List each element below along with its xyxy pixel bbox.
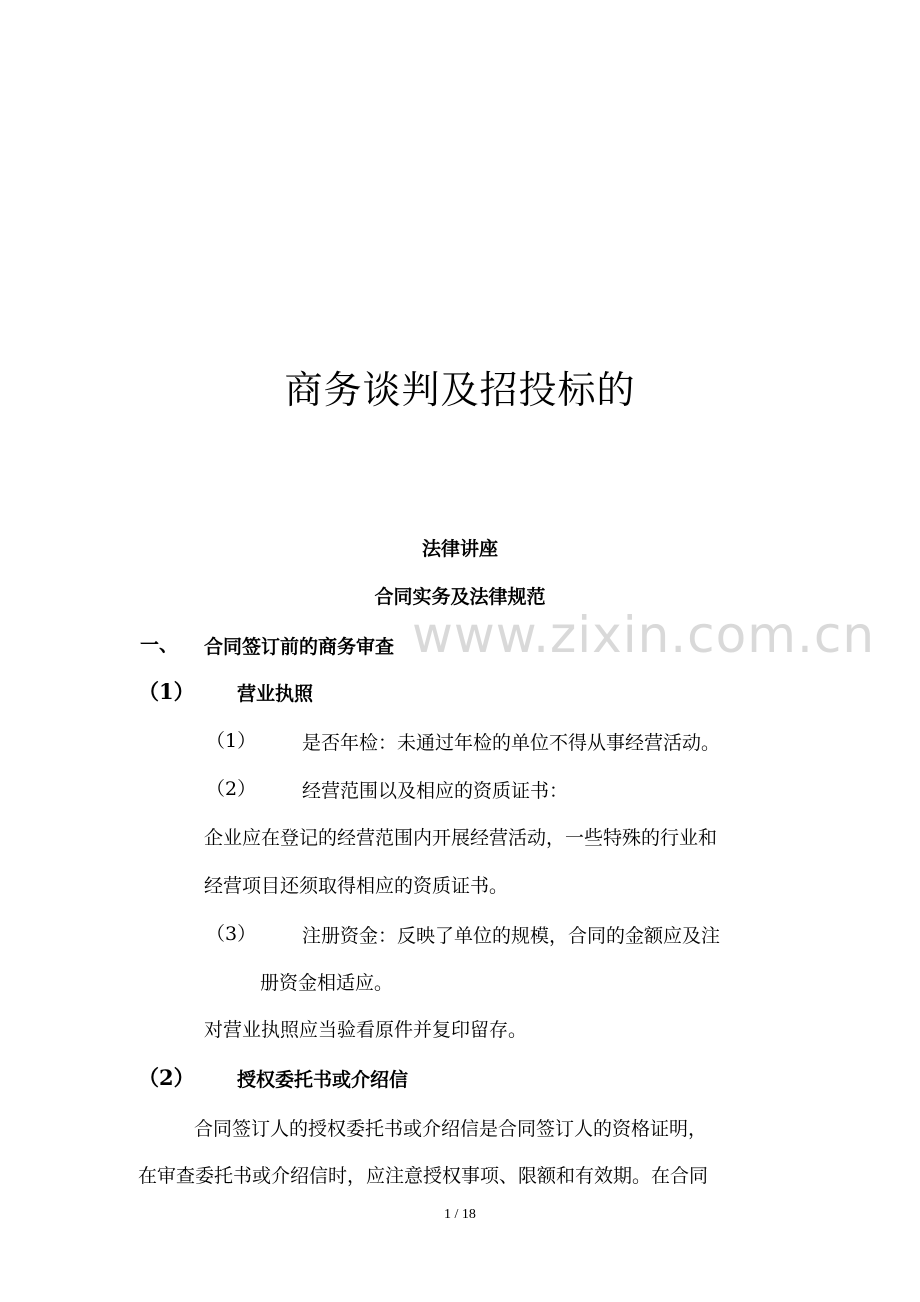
watermark: www.zixin.com.cn [412, 606, 876, 664]
section-1-heading: 合同签订前的商务审查 [204, 636, 395, 658]
sub-1-marker: （1） [138, 679, 195, 704]
sub-2-marker: （2） [138, 1065, 195, 1090]
document-title: 商务谈判及招投标的 [284, 368, 636, 412]
sub-2-heading: 授权委托书或介绍信 [237, 1069, 409, 1091]
license-note: 对营业执照应当验看原件并复印留存。 [204, 1019, 528, 1041]
scope-paragraph-line-2: 经营项目还须取得相应的资质证书。 [204, 875, 509, 897]
item-3-marker: （3） [206, 923, 257, 945]
item-3-text: 注册资金：反映了单位的规模，合同的金额应及注 [302, 925, 721, 947]
scope-paragraph-line-1: 企业应在登记的经营范围内开展经营活动，一些特殊的行业和 [204, 827, 718, 849]
item-1-marker: （1） [206, 730, 257, 752]
section-1-marker: 一、 [140, 634, 179, 656]
authorization-paragraph-line-2: 在审查委托书或介绍信时，应注意授权事项、限额和有效期。在合同 [138, 1165, 709, 1187]
item-3-continued: 册资金相适应。 [260, 972, 394, 994]
authorization-paragraph-line-1: 合同签订人的授权委托书或介绍信是合同签订人的资格证明， [194, 1118, 708, 1140]
item-2-text: 经营范围以及相应的资质证书： [302, 780, 569, 802]
sub-1-heading: 营业执照 [237, 683, 314, 705]
subtitle-contract-practice: 合同实务及法律规范 [374, 586, 546, 608]
page-number: 1 / 18 [444, 1207, 476, 1222]
item-1-text: 是否年检：未通过年检的单位不得从事经营活动。 [302, 732, 721, 754]
subtitle-lecture: 法律讲座 [421, 538, 498, 560]
item-2-marker: （2） [206, 778, 257, 800]
